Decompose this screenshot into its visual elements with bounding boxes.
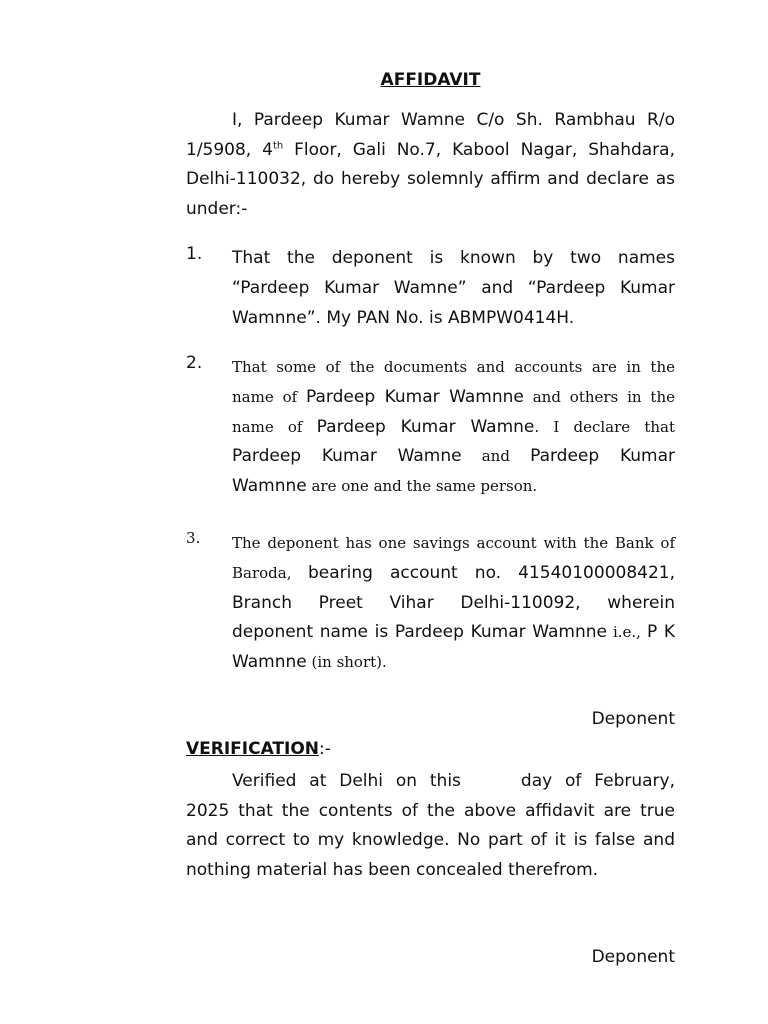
item-text-part: and others in the name of — [232, 387, 675, 436]
item-number: 1. — [186, 244, 203, 264]
item-number: 2. — [186, 353, 203, 373]
intro-text-b: Floor, Gali No.7, Kabool Nagar, Shahdara, Delhi-110032, do hereby solemnly affirm and declare as under:- — [186, 139, 675, 219]
name-mention: Pardeep Kumar Wamnne — [232, 446, 675, 497]
item-text — [232, 529, 675, 678]
intro-superscript: th — [272, 139, 284, 151]
intro-text-a: I, Pardeep Kumar Wamne C/o Sh. Rambhau R/o 1/5908, 4 — [186, 110, 675, 160]
item-number: 3. — [186, 529, 201, 547]
document-title: AFFIDAVIT — [380, 70, 481, 90]
item-text-part: P K Wamnne — [232, 622, 675, 673]
deponent-signature-label: Deponent — [591, 709, 675, 729]
verification-heading-suffix: :- — [319, 739, 331, 759]
item-text-part: i.e., — [606, 623, 647, 642]
item-text — [232, 353, 675, 502]
name-mention: Pardeep Kumar Wamne — [316, 416, 535, 437]
verification-heading — [186, 739, 331, 759]
deponent-signature-label: Deponent — [591, 947, 675, 967]
item-text-part: . I declare that — [534, 417, 675, 436]
item-text-part: That some of the documents and accounts are in the name of — [232, 358, 675, 406]
item-text-part: and — [461, 447, 531, 466]
affidavit-page — [186, 0, 675, 1024]
verification-paragraph — [186, 767, 675, 885]
item-text-part: The deponent has one savings account with the Bank of Baroda, — [232, 534, 675, 582]
name-mention: Pardeep Kumar Wamnne — [306, 386, 524, 407]
intro-paragraph — [186, 106, 675, 224]
item-text-part: are one and the same person. — [306, 477, 538, 496]
item-text: That the deponent is known by two names “Pardeep Kumar Wamne” and “Pardeep Kumar Wamnne”. My PAN No. is ABMPW0414H. — [232, 248, 675, 328]
verification-text-b: day of February, 2025 that the contents of the above affidavit are true and correct to my knowledge. No part of it is false and nothing material has been concealed therefrom. — [186, 771, 675, 880]
item-text-part: (in short). — [306, 653, 387, 672]
verification-text-a: Verified at Delhi on this — [232, 771, 461, 791]
item-text-part: bearing account no. 41540100008421, Branch Preet Vihar Delhi-110092, wherein deponent name is Pardeep Kumar Wamnne — [232, 562, 675, 643]
verification-heading-text: VERIFICATION — [186, 739, 320, 759]
name-mention: Pardeep Kumar Wamne — [232, 446, 462, 467]
